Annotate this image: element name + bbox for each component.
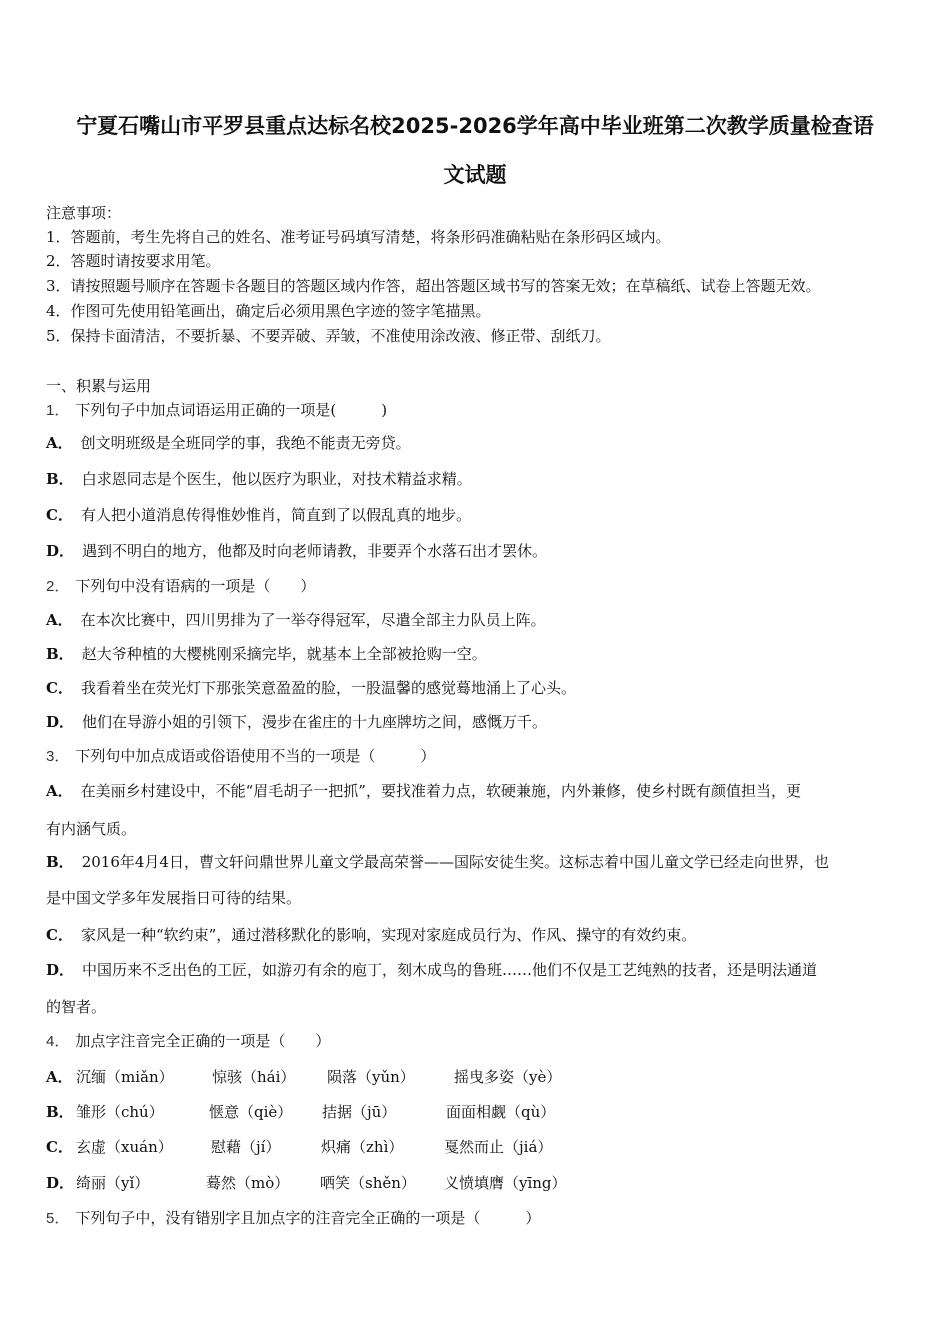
- notice-item: 2．答题时请按要求用笔。: [46, 252, 221, 270]
- option-text: 赵大爷种植的大樱桃刚采摘完毕，就基本上全部被抢购一空。: [81, 645, 487, 663]
- question-4-stem: [46, 1030, 910, 1053]
- notice-item: 5．保持卡面清洁，不要折暴、不要弄破、弄皱，不准使用涂改液、修正带、刮纸刀。: [46, 327, 611, 345]
- pinyin-item: 义愤填膺（yīng）: [444, 1174, 567, 1192]
- question-number: 3．: [46, 748, 70, 765]
- question-3-stem: [46, 745, 910, 768]
- pinyin-item: 玄虚（xuán）: [76, 1138, 173, 1156]
- option-letter: B．: [46, 470, 74, 488]
- question-text: 加点字注音完全正确的一项是（ ）: [75, 1032, 331, 1050]
- option-text: 我看着坐在荧光灯下那张笑意盈盈的脸，一股温馨的感觉蓦地涌上了心头。: [80, 679, 576, 697]
- option-letter: D．: [46, 961, 75, 979]
- question-1-option-b: [46, 468, 910, 490]
- question-text: 下列句子中加点词语运用正确的一项是( ): [75, 401, 388, 419]
- pinyin-item: 拮据（jū）: [322, 1103, 397, 1121]
- option-text: 家风是一种“软约束”，通过潜移默化的影响，实现对家庭成员行为、作风、操守的有效约束。: [80, 926, 697, 944]
- question-text: 下列句中没有语病的一项是（ ）: [75, 577, 316, 595]
- question-5-stem: [46, 1207, 910, 1230]
- option-letter: A．: [46, 434, 73, 452]
- question-3-option-a-continuation: 有内涵气质。: [46, 820, 137, 838]
- option-text: 2016年4月4日，曹文轩问鼎世界儿童文学最高荣誉——国际安徒生奖。这标志着中国儿童文学已经走向世界，也: [81, 853, 829, 871]
- question-1-option-c: [46, 504, 910, 526]
- question-3-option-b: [46, 851, 910, 873]
- question-2-option-d: [46, 711, 910, 733]
- option-letter: C．: [46, 679, 73, 697]
- section-heading: 一、积累与运用: [46, 377, 152, 395]
- question-3-option-c: [46, 924, 910, 946]
- option-text: 创文明班级是全班同学的事，我绝不能责无旁贷。: [80, 434, 411, 452]
- notice-heading: 注意事项：: [46, 204, 122, 222]
- pinyin-item: 蓦然（mò）: [206, 1174, 290, 1192]
- option-letter: B．: [46, 1103, 74, 1121]
- question-number: 2．: [46, 578, 70, 595]
- option-letter: D．: [46, 713, 75, 731]
- question-number: 1．: [46, 402, 70, 419]
- option-letter: A．: [46, 1068, 73, 1086]
- question-2-option-c: [46, 677, 910, 699]
- option-letter: D．: [46, 1174, 75, 1192]
- notice-item: 3．请按照题号顺序在答题卡各题目的答题区域内作答，超出答题区域书写的答案无效；在草稿纸、试卷上答题无效。: [46, 277, 821, 295]
- question-1-stem: [46, 399, 910, 422]
- question-3-option-b-continuation: 是中国文学多年发展指日可待的结果。: [46, 889, 302, 907]
- pinyin-item: 哂笑（shěn）: [320, 1174, 416, 1192]
- pinyin-item: 陨落（yǔn）: [327, 1068, 415, 1086]
- option-text: 遇到不明白的地方，他都及时向老师请教，非要弄个水落石出才罢休。: [82, 542, 548, 560]
- question-3-option-d: [46, 959, 910, 981]
- question-text: 下列句中加点成语或俗语使用不当的一项是（ ）: [75, 747, 436, 765]
- question-2-option-b: [46, 643, 910, 665]
- option-letter: B．: [46, 645, 74, 663]
- question-1-option-a: [46, 432, 910, 454]
- question-1-option-d: [46, 540, 910, 562]
- question-4-option-a: [46, 1066, 910, 1088]
- question-2-option-a: [46, 609, 910, 631]
- option-letter: A．: [46, 782, 73, 800]
- pinyin-item: 沉缅（miǎn）: [76, 1068, 174, 1086]
- question-4-option-d: [46, 1172, 910, 1194]
- option-text: 在美丽乡村建设中，不能“眉毛胡子一把抓”，要找准着力点，软硬兼施，内外兼修，使乡村既有颜值担当，更: [80, 782, 801, 800]
- pinyin-item: 慰藉（jí）: [211, 1138, 281, 1156]
- question-3-option-d-continuation: 的智者。: [46, 998, 107, 1016]
- option-text: 白求恩同志是个医生，他以医疗为职业，对技术精益求精。: [81, 470, 472, 488]
- option-letter: D．: [46, 542, 75, 560]
- option-letter: C．: [46, 926, 73, 944]
- pinyin-item: 惊骇（hái）: [212, 1068, 296, 1086]
- question-4-option-c: [46, 1136, 910, 1158]
- question-2-stem: [46, 575, 910, 598]
- option-text: 他们在导游小姐的引领下，漫步在雀庄的十九座牌坊之间，感慨万千。: [82, 713, 548, 731]
- question-text: 下列句子中，没有错别字且加点字的注音完全正确的一项是（ ）: [75, 1209, 541, 1227]
- notice-item: 1．答题前，考生先将自己的姓名、准考证号码填写清楚，将条形码准确粘贴在条形码区域内。: [46, 228, 671, 246]
- pinyin-item: 惬意（qiè）: [209, 1103, 293, 1121]
- option-letter: B．: [46, 853, 74, 871]
- pinyin-item: 面面相觑（qù）: [446, 1103, 556, 1121]
- question-number: 5．: [46, 1210, 70, 1227]
- question-number: 4．: [46, 1033, 70, 1050]
- document-title-line-1: 宁夏石嘴山市平罗县重点达标名校2025-2026学年高中毕业班第二次教学质量检查语: [76, 114, 874, 138]
- pinyin-item: 绮丽（yǐ）: [76, 1174, 150, 1192]
- document-title-line-2: 文试题: [443, 163, 507, 187]
- option-text: 在本次比赛中，四川男排为了一举夺得冠军，尽遣全部主力队员上阵。: [80, 611, 546, 629]
- option-text: 中国历来不乏出色的工匠，如游刃有余的庖丁，刻木成鸟的鲁班……他们不仅是工艺纯熟的技者，还是明法通道: [82, 961, 818, 979]
- question-4-option-b: [46, 1101, 910, 1123]
- pinyin-item: 摇曳多姿（yè）: [454, 1068, 562, 1086]
- option-letter: A．: [46, 611, 73, 629]
- pinyin-item: 戛然而止（jiá）: [444, 1138, 553, 1156]
- option-letter: C．: [46, 506, 73, 524]
- pinyin-item: 雏形（chú）: [76, 1103, 164, 1121]
- option-letter: C．: [46, 1138, 73, 1156]
- question-3-option-a: [46, 780, 910, 802]
- notice-item: 4．作图可先使用铅笔画出，确定后必须用黑色字迹的签字笔描黑。: [46, 302, 491, 320]
- option-text: 有人把小道消息传得惟妙惟肖，简直到了以假乱真的地步。: [80, 506, 471, 524]
- pinyin-item: 炽痛（zhì）: [321, 1138, 404, 1156]
